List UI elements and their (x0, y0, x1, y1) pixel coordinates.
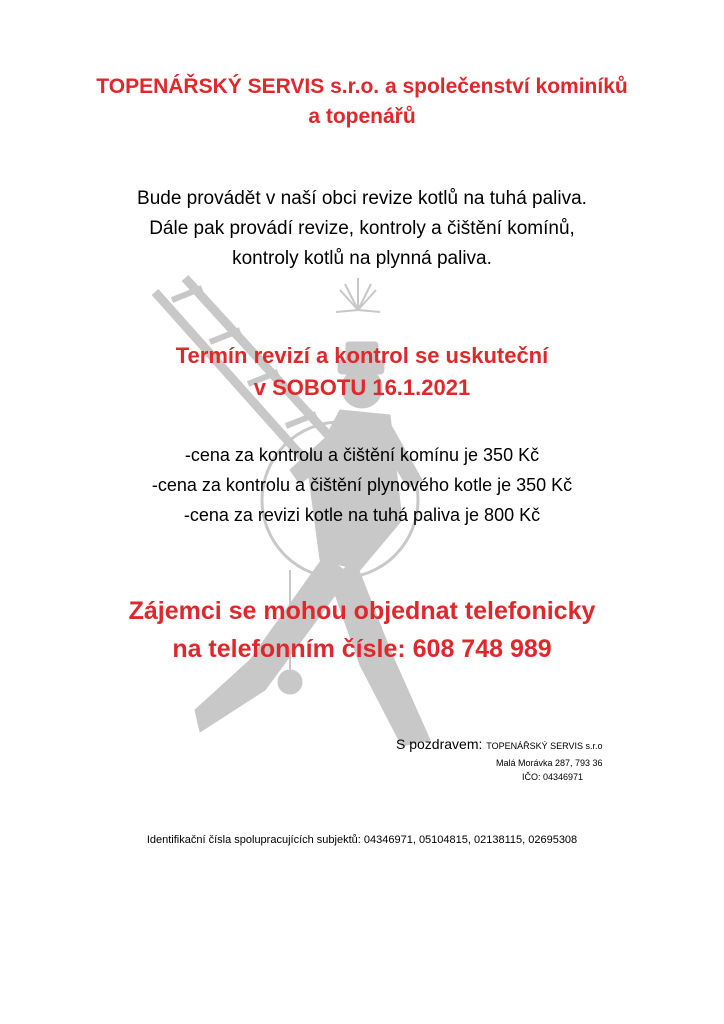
signature-greeting: S pozdravem: (396, 736, 483, 752)
intro-line-2: Dále pak provádí revize, kontroly a čištění komínů, (149, 218, 575, 239)
contact-line-1: Zájemci se mohou objednat telefonicky (128, 597, 596, 625)
date-announcement (0, 340, 724, 404)
price-item: -cena za revizi kotle na tuhá paliva je 800 Kč (183, 505, 541, 525)
termin-line-2: v SOBOTU 16.1.2021 (253, 375, 471, 400)
signature-company: TOPENÁŘSKÝ SERVIS s.r.o (486, 741, 603, 751)
intro-line-1: Bude provádět v naší obci revize kotlů na tuhá paliva. (137, 188, 587, 209)
signature (396, 736, 602, 755)
title-line-1: TOPENÁŘSKÝ SERVIS s.r.o. a společenství kominíků (96, 75, 628, 98)
contact-info (0, 592, 724, 668)
contact-line-2: na telefonním čísle: 608 748 989 (172, 635, 552, 663)
price-list (0, 440, 724, 530)
footer-ids: Identifikační čísla spolupracujících subjektů: 04346971, 05104815, 02138115, 02695308 (146, 834, 578, 846)
termin-line-1: Termín revizí a kontrol se uskuteční (175, 343, 549, 368)
header-title (0, 72, 724, 132)
signature-ico: IČO: 04346971 (522, 772, 584, 782)
price-item: -cena za kontrolu a čištění plynového kotle je 350 Kč (151, 475, 573, 495)
intro-line-3: kontroly kotlů na plynná paliva. (232, 248, 492, 269)
price-item: -cena za kontrolu a čištění komínu je 350 Kč (184, 445, 540, 465)
intro-text (0, 184, 724, 274)
title-line-2: a topenářů (308, 105, 416, 128)
signature-address: Malá Morávka 287, 793 36 (496, 758, 603, 768)
